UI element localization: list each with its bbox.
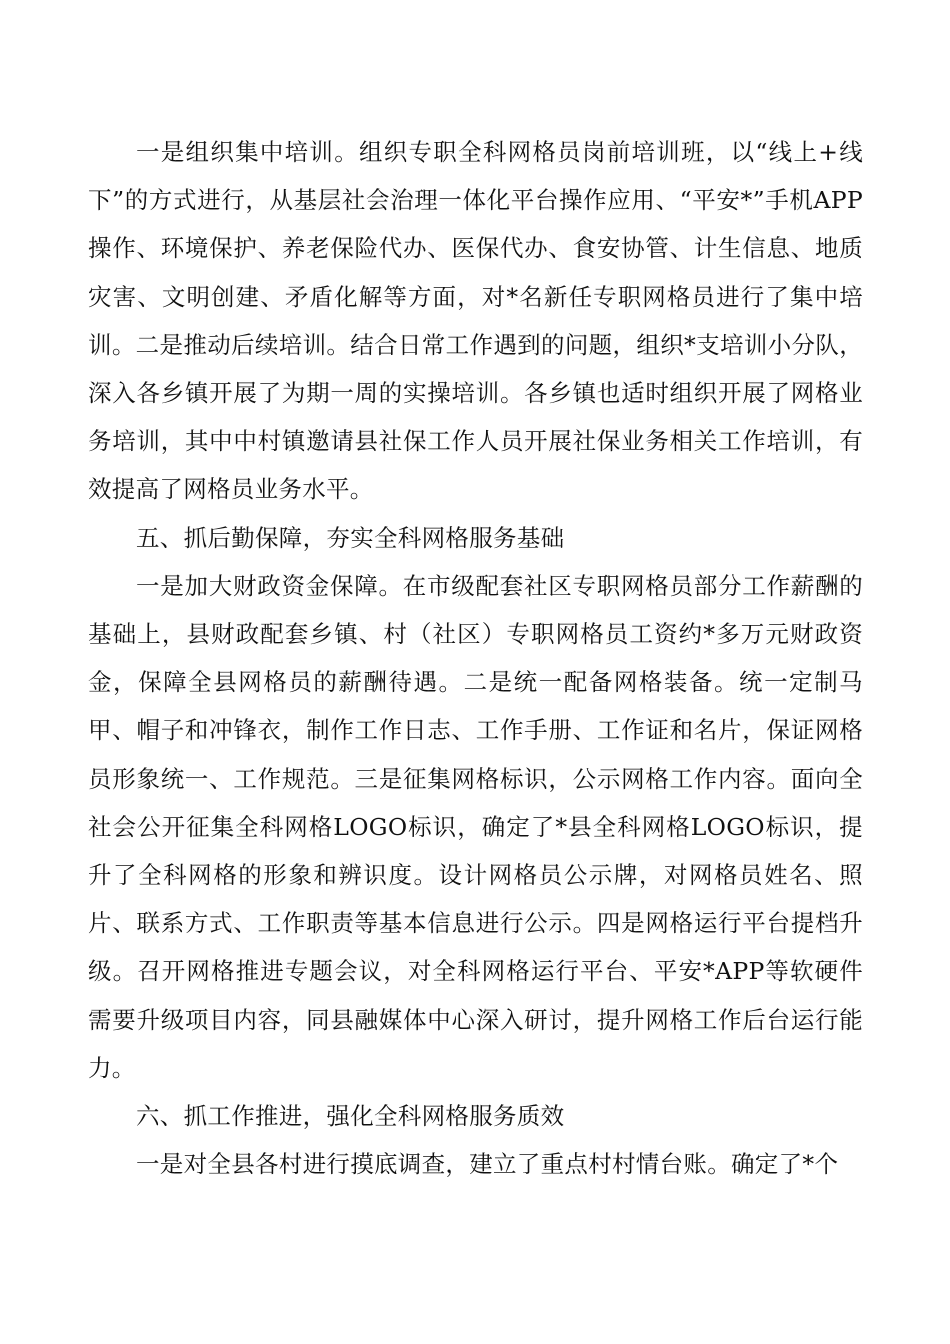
section-heading-six: 六、抓工作推进，强化全科网格服务质效 <box>136 1102 565 1131</box>
document-body <box>88 128 863 1188</box>
paragraph-training: 一是组织集中培训。组织专职全科网格员岗前培训班，以“线上+线下”的方式进行，从基层社会治理一体化平台操作应用、“平安*”手机APP操作、环境保护、养老保险代办、医保代办、食安协管、计生信息、地质灾害、文明创建、矛盾化解等方面，对*名新任专职网格员进行了集中培训。二是推动后续培训。结合日常工作遇到的问题，组织*支培训小分队，深入各乡镇开展了为期一周的实操培训。各乡镇也适时组织开展了网格业务培训，其中中村镇邀请县社保工作人员开展社保业务相关工作培训，有效提高了网格员业务水平。 <box>88 138 863 504</box>
paragraph-logistics: 一是加大财政资金保障。在市级配套社区专职网格员部分工作薪酬的基础上，县财政配套乡镇、村（社区）专职网格员工资约*多万元财政资金，保障全县网格员的薪酬待遇。二是统一配备网格装备。统一定制马甲、帽子和冲锋衣，制作工作日志、工作手册、工作证和名片，保证网格员形象统一、工作规范。三是征集网格标识，公示网格工作内容。面向全社会公开征集全科网格LOGO标识，确定了*县全科网格LOGO标识，提升了全科网格的形象和辨识度。设计网格员公示牌，对网格员姓名、照片、联系方式、工作职责等基本信息进行公示。四是网格运行平台提档升级。召开网格推进专题会议，对全科网格运行平台、平安*APP等软硬件需要升级项目内容，同县融媒体中心深入研讨，提升网格工作后台运行能力。 <box>88 571 863 1082</box>
section-heading-five: 五、抓后勤保障，夯实全科网格服务基础 <box>136 523 565 552</box>
paragraph-work-progress: 一是对全县各村进行摸底调查，建立了重点村村情台账。确定了*个 <box>136 1150 839 1179</box>
